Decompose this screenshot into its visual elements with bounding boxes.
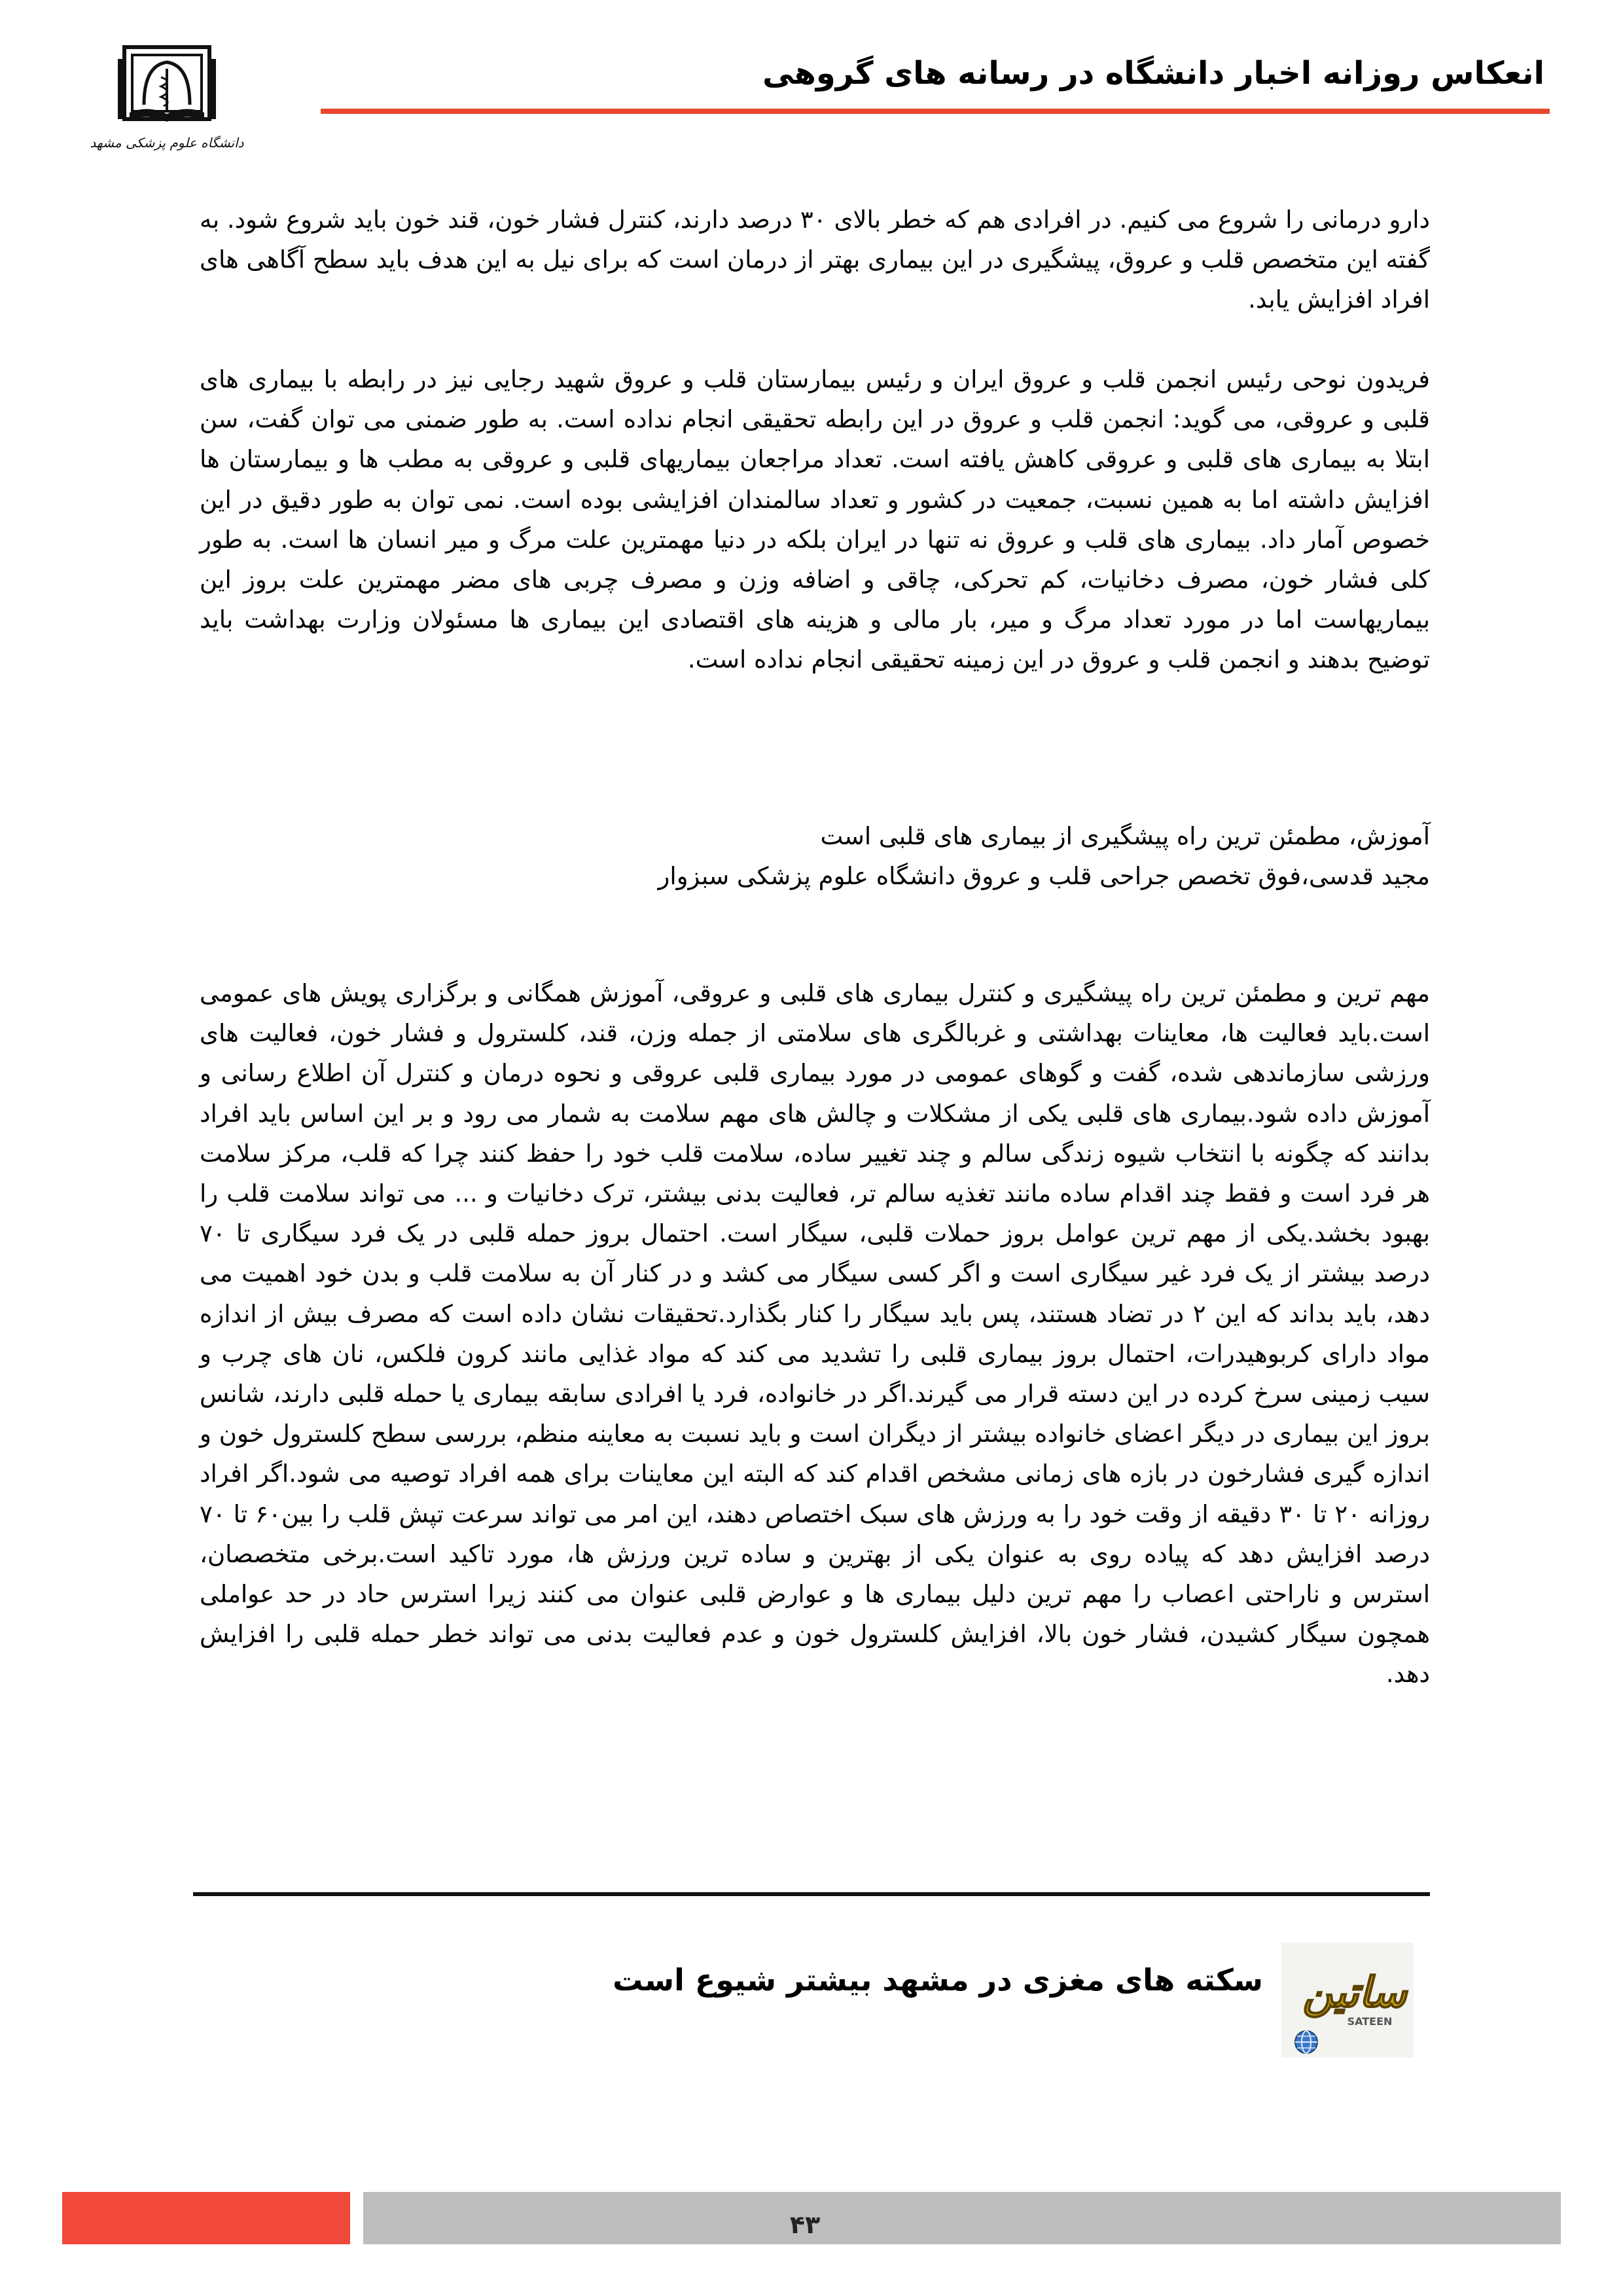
article-paragraph-2: فریدون نوحی رئیس انجمن قلب و عروق ایران و رئیس بیمارستان قلب و عروق شهید رجایی نیز در رابطه با بیماری های قلبی و عروقی، می گوید: انجمن قلب و عروق در این رابطه تحقیقی انجام نداده است. به طور ضمنی می توان گفت، سن ابتلا به بیماری های قلبی و عروقی کاهش یافته است. تعداد مراجعان بیماریهای قلبی و عروقی به مطب ها و بیمارستان ها افزایش داشته اما به همین نسبت، جمعیت در کشور و تعداد سالمندان افزایشی بوده است. نمی توان به طور دقیق در این خصوص آمار داد. بیماری های قلب و عروق نه تنها در ایران بلکه در دنیا مهمترین علت مرگ و میر انسان ها است. به طور کلی فشار خون، مصرف دخانیات، کم تحرکی، چاقی و اضافه وزن و مصرف چربی های مضر مهمترین علت بروز این بیماریهاست اما در مورد تعداد مرگ و میر، بار مالی و هزینه های اقتصادی این بیماری ها مسئولان وزارت بهداشت باید توضیح بدهند و انجمن قلب و عروق در این زمینه تحقیقی انجام نداده است. [200, 365, 1430, 674]
news-item-title: سکته های مغزی در مشهد بیشتر شیوع است [613, 1962, 1263, 1998]
article-paragraph-3: مهم ترین و مطمئن ترین راه پیشگیری و کنترل بیماری های قلبی و عروقی، آموزش همگانی و برگزاری پویش های عمومی است.باید فعالیت ها، معاینات بهداشتی و غربالگری های سلامتی از جمله وزن، قند، کلسترول و فشار خون، فعالیت های ورزشی سازماندهی شده، گفت و گوهای عمومی در مورد بیماری قلبی عروقی و نحوه درمان و کنترل آن اطلاع رسانی و آموزش داده شود.بیماری های قلبی یکی از مشکلات و چالش های مهم سلامت به شمار می رود و بر این اساس باید افراد بدانند که چگونه با انتخاب شیوه زندگی سالم و چند تغییر ساده، سلامت قلب خود را حفظ کنند چرا که قلب، مرکز سلامت هر فرد است و فقط چند اقدام ساده مانند تغذیه سالم تر، فعالیت بدنی بیشتر، ترک دخانیات و ... می تواند سلامت قلب را بهبود بخشد.یکی از مهم ترین عوامل بروز حملات قلبی، سیگار است. احتمال بروز حمله قلبی در یک فرد سیگاری تا ۷۰ درصد بیشتر از یک فرد غیر سیگاری است و اگر کسی سیگار می کشد و در کنار آن به سلامت قلب و بدن خود اهمیت می دهد، باید بداند که این ۲ در تضاد هستند، پس باید سیگار را کنار بگذارد.تحقیقات نشان داده است که مصرف بیش از اندازه مواد دارای کربوهیدرات، احتمال بروز بیماری قلبی را تشدید می کند که مواد غذایی مانند کرون فلکس، نان های چرب و سیب زمینی سرخ کرده در این دسته قرار می گیرند.اگر در خانواده، فرد یا افرادی سابقه بیماری یا حمله قلبی دارند، شانس بروز این بیماری در دیگر اعضای خانواده بیشتر از دیگران است و باید نسبت به معاینه منظم، بررسی سطح کلسترول خون و اندازه گیری فشارخون در بازه های زمانی مشخص اقدام کند که البته این معاینات برای همه افراد توصیه می شود.اگر افراد روزانه ۲۰ تا ۳۰ دقیقه از وقت خود را به ورزش های سبک اختصاص دهند، این امر می تواند سرعت تپش قلب را بین۶۰ تا ۷۰ درصد افزایش دهد که پیاده روی به عنوان یکی از بهترین و ساده ترین ورزش ها، مورد تاکید است.برخی متخصصان، استرس و ناراحتی اعصاب را مهم ترین دلیل بیماری ها و عوارض قلبی عنوان می کنند زیرا استرس حاد در حد عواملی همچون سیگار کشیدن، فشار خون بالا، افزایش کلسترول خون و عدم فعالیت بدنی می تواند خطر حمله قلبی را افزایش دهد. [200, 979, 1431, 1689]
section-author: مجید قدسی،فوق تخصص جراحی قلب و عروق دانشگاه علوم پزشکی سبزوار [658, 862, 1430, 890]
page-header-title: انعکاس روزانه اخبار دانشگاه در رسانه های گروهی [762, 55, 1544, 92]
footer-bar [363, 2192, 1561, 2244]
section-divider [193, 1892, 1430, 1896]
sateen-logo-icon [1281, 1943, 1414, 2058]
university-emblem-icon [90, 39, 244, 164]
article-paragraph-1: دارو درمانی را شروع می کنیم. در افرادی هم که خطر بالای ۳۰ درصد دارند، کنترل فشار خون، قند خون باید شروع شود. به گفته این متخصص قلب و عروق، پیشگیری در این بیماری بهتر از درمان است که برای نیل به این هدف باید سطح آگاهی های افراد افزایش یابد. [200, 206, 1430, 314]
svg-text:ساتین: ساتین [1302, 1968, 1407, 2017]
footer-accent-bar [62, 2192, 350, 2244]
university-logo [90, 39, 244, 164]
news-source-logo [1281, 1943, 1414, 2058]
page-number: ۴۳ [789, 2210, 821, 2239]
header-divider [321, 109, 1550, 114]
section-heading: آموزش، مطمئن ترین راه پیشگیری از بیماری های قلبی است [820, 822, 1430, 850]
svg-text:دانشگاه علوم پزشکی مشهد: دانشگاه علوم پزشکی مشهد [90, 135, 244, 151]
svg-text:SATEEN: SATEEN [1347, 2015, 1393, 2028]
